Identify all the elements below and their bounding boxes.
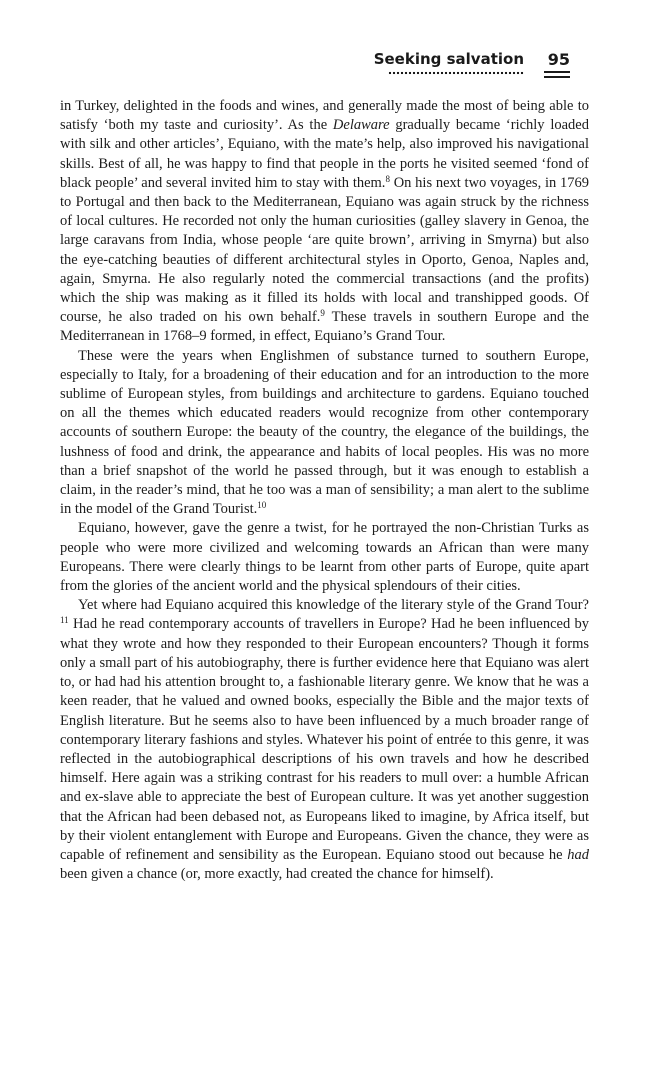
running-head-title: Seeking salvation: [373, 50, 524, 68]
page-number-rule: [544, 76, 570, 78]
italic-text: had: [567, 846, 589, 863]
text-run: These travels in southern Europe and the Mediterranean in 1768–9 formed, in effect, Equiano’s Grand Tour.: [60, 309, 589, 345]
footnote-marker: 11: [60, 615, 69, 626]
text-run: Had he read contemporary accounts of travellers in Europe? Had he been influenced by what they wrote and how they responded to their European encounters? Though it forms only a small part of his autobiography, there is further evidence here that Equiano was alert to, or had had his attention brought to, a fashionable literary genre. We know that he was a keen reader, that he valued and owned books, especially the Bible and the major texts of English literature. But he seems also to have been influenced by a much broader range of contemporary literary fashions and styles. Whatever his point of entrée to this genre, it was reflected in the autobiographical descriptions of his own travels and how he described himself. Here again was a striking contrast for his readers to mull over: a humble African and ex-slave able to appreciate the best of European culture. It was yet another suggestion that the African had been debased not, as Europeans liked to imagine, by Africa itself, but by their violent entanglement with Europe and Europeans. Given the chance, they were as capable of refinement and sensibility as the European. Equiano stood out because he: [60, 616, 589, 863]
text-run: in Turkey, delighted in the foods and wines, and generally made the most of being able to satisfy ‘both my taste and curiosity’. As the: [60, 98, 589, 134]
text-run: On his next two voyages, in 1769 to Portugal and then back to the Mediterranean, Equiano was again struck by the richness of local cultures. He recorded not only the human curiosities (galley slavery in Genoa, the large caravans from India, whose people ‘are quite brown’, arriving in Smyrna) but also the eye-catching beauties of different architectural styles in Oporto, Genoa, Naples and, again, Smyrna. He also regularly noted the commercial transactions (and the profits) which the ship was making as it filled its holds with local and transhipped goods. Of course, he also traded on his own behalf.: [60, 174, 589, 326]
body-paragraph: [60, 519, 589, 596]
text-run: been given a chance (or, more exactly, had created the chance for himself).: [60, 866, 494, 883]
dotted-rule: [388, 71, 524, 75]
text-run: Equiano, however, gave the genre a twist, for he portrayed the non-Christian Turks as people who were more civilized and welcoming towards an African than were many Europeans. There were clearly things to be learnt from other parts of Europe, quite apart from the glories of the ancient world and the physical splendours of their cities.: [60, 520, 589, 595]
text-run: Yet where had Equiano acquired this knowledge of the literary style of the Grand Tour?: [78, 597, 589, 614]
page-number-rule: [544, 71, 570, 73]
page-number: 95: [547, 50, 570, 69]
footnote-marker: 9: [320, 308, 325, 319]
body-paragraph: [60, 347, 589, 520]
footnote-marker: 8: [385, 173, 390, 184]
footnote-marker: 10: [257, 500, 267, 511]
italic-text: Delaware: [332, 117, 390, 134]
text-run: These were the years when Englishmen of substance turned to southern Europe, especially to Italy, for a broadening of their education and for an introduction to the more sublime of European styles, from buildings and architecture to gardens. Equiano touched on all the themes which educated readers would recognize from other contemporary accounts of southern Europe: the beauty of the country, the elegance of the buildings, the lushness of food and drink, the appearance and habits of local peoples. His was no more than a brief snapshot of the world he passed through, but it was enough to establish a claim, in the reader’s mind, that he too was a man of sensibility; a man alert to the sublime in the model of the Grand Tourist.: [60, 347, 589, 518]
body-text: [60, 97, 589, 884]
text-run: gradually became ‘richly loaded with silk and other articles’, Equiano, with the mate’s help, also improved his navigational skills. Best of all, he was happy to find that people in the ports he visited seemed ‘fond of black people’ and several invited him to stay with them.: [60, 117, 589, 191]
body-paragraph: [60, 596, 589, 884]
body-paragraph: [60, 97, 589, 347]
